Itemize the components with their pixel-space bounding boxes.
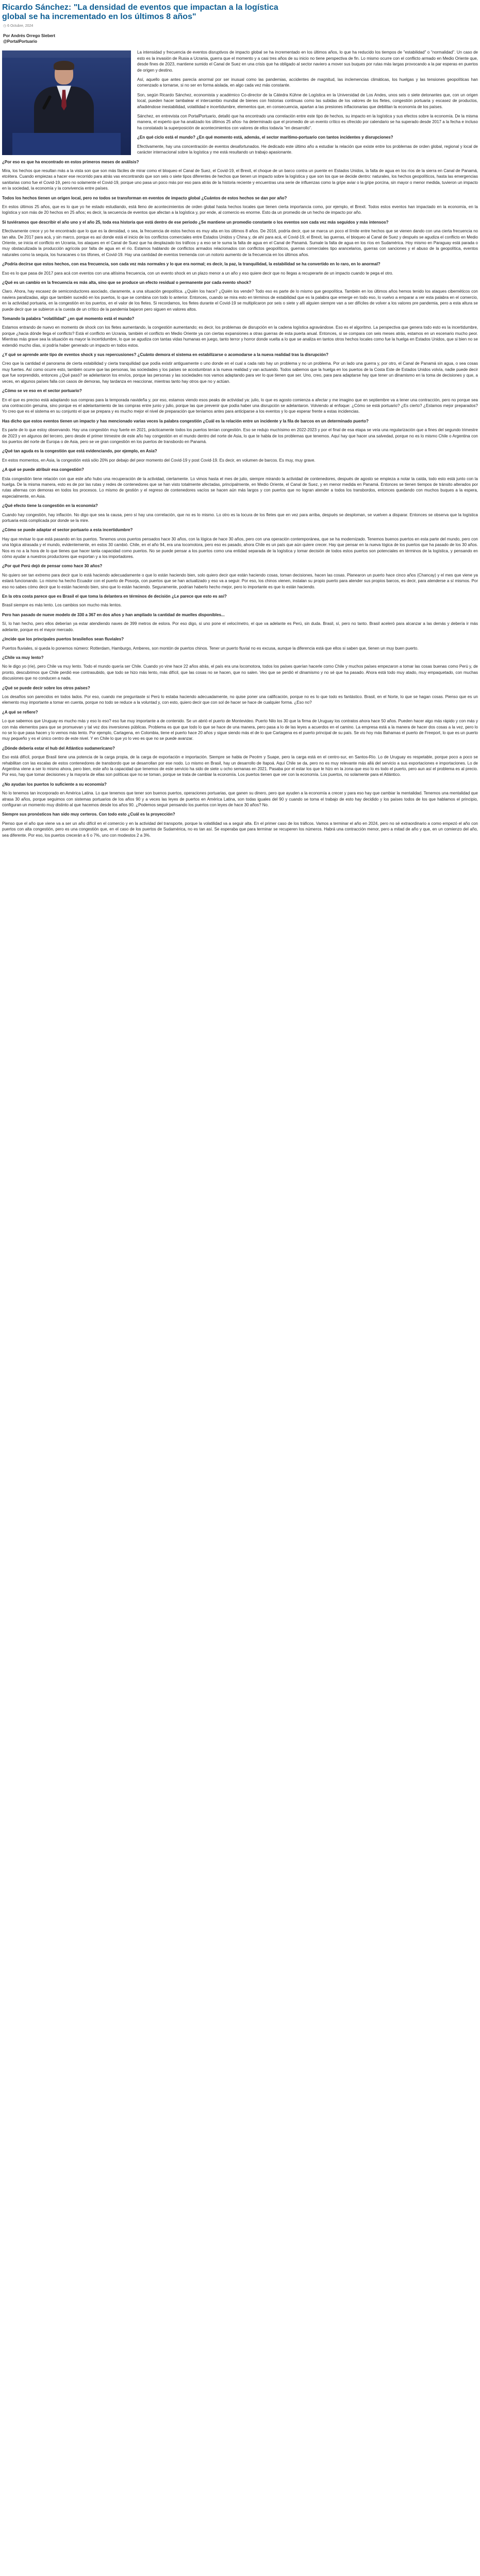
- interview-question: ¿Chile va muy lento?: [2, 655, 44, 660]
- publish-date-text: 6 Octubre, 2024: [7, 24, 34, 28]
- interview-question: ¿Por qué Perú dejó de pensar como hace 30 años?: [2, 564, 103, 569]
- article-title: Ricardo Sánchez: "La densidad de eventos que impactan a la logística global se ha incrementado en los últimos 8 años": [2, 3, 278, 21]
- interview-question: ¿Dónde debería estar el hub del Atlántico sudamericano?: [2, 745, 115, 751]
- body-paragraph: Estamos entrando de nuevo en momento de shock con los fletes aumentando, la congestión aumentando; es decir, los problemas de disrupción en la cadena logística agravándose. Eso es el algoritmo. La perspectiva que genera todo esto es la incertidumbre, porque ¿hacia dónde llega el conflicto? Está el conflicto en Ucrania, también el conflicto en Medio Oriente ya con ciertas expansiones a otras guerras de esta puerta anual. Entonces, si se compara con seis meses atrás, estamos en un escenario mucho peor. Mientras más grave sea la situación es mayor la incertidumbre, lo que se agudiza con tantas vidas humanas en juego, tanto terror y horror donde vuelta a lo que se analiza en tantos otros hechos locales como fue la huelga en Estados Unidos, que si bien no se extendió mucho días, si podría haber generado un impacto en todos estos.: [2, 325, 478, 348]
- interview-question: Pero han pasado de nueve modelo de 330 a 367 en dos años y han ampliado la cantidad de muelles disponibles...: [2, 612, 225, 617]
- body-paragraph: No lo tenemos tan incorporado en América Latina. Lo que tenemos que tener son buenos puertos, operaciones portuarias, que ganen su dinero, pero que ayuden a la economía a crecer y para eso hay que cambiar la mentalidad. Tenemos una mentalidad que atrasa 30 años, porque seguimos con sistemas portuarios de los años 90 y a veces las leyes de puertos en América Latina, son todas iguales del 90 y cuando se toma el trabajo de esto hay decidido y los países todos de los que hablamos el principio, configuran un momento muy distinto al que hacemos desde los años 90. ¿Podemos seguir pensando los puertos con leyes de hace 30 años? No.: [2, 791, 478, 808]
- interview-question: Todos los hechos tienen un origen local, pero no todos se transforman en eventos de impacto global ¿Cuántos de estos hechos se dan por año?: [2, 195, 287, 200]
- lead-photo: [2, 50, 131, 155]
- interview-question: ¿Podría decirse que estos hechos, con esa frecuencia, son cada vez más normales y lo que era normal; es decir, la paz, la tranquilidad, la estabilidad se ha convertido en lo raro, en lo anormal?: [2, 262, 380, 267]
- interview-question: ¿Qué es un cambio en la frecuencia es más alta, sino que se produce un efecto residual o permanente por cada evento shock?: [2, 280, 252, 285]
- article-body: [2, 49, 478, 838]
- body-paragraph: Esta congestión tiene relación con que este año hubo una recuperación de la actividad, ciertamente. Lo vimos hasta el mes de julio, siempre mirando la actividad de contenedores, después de agosto se empieza a notar la caída, todo esto está junto con la huelga. De la misma manera, esto es de por las rutas y redes de contenedores que se han visto totalmente afectadas, principalmente, en Medio Oriente, el Canal de Suez, y en menor medida en Panamá. Entonces se tienen tiempos de tránsito alterados por rutas alternas con demoras en todos los procesos. Lo mismo de gestión y el regreso de contenedores vacíos se hacen aún más largos y con puertos que no logran atender a todos los transbordos, entonces quedando con muchos buques a la espera, especialmente, en Asia.: [2, 476, 478, 499]
- interview-question: ¿En qué ciclo está el mundo? ¿En qué momento está, además, el sector marítimo-portuario con tantos incidentes y disrupciones?: [137, 135, 393, 140]
- body-paragraph: Mira, los hechos que resultan más a la vista son que son más fáciles de mirar como el bloqueo el Canal de Suez, el Covid-19, el Brexit, el choque de un barco contra un puente en Estados Unidos, la falta de agua en los ríos de la sierra en Canal de Panamá, etcétera. Cuando empiezas a hacer ese recorrido para atrás vas encontrando que son seis o siete tipos diferentes de hechos que tienen un impacto sobre la logística y que son los que se decide dentro: naturales, los hechos geopolíticos, hasta las emergencias sanitarias como fue el Covid-19, pero no solamente el Covid-19, porque uno pasa un poco más por eso para atrás de la historia reciente y encuentras una serie de influenzas como la gripe aviar o la gripe porcina, sin mayor o menor medida, tuvieron un impacto en la sociedad, la economía y la convivencia entre países.: [2, 168, 478, 191]
- body-paragraph: No quiero ser tan extremo para decir que lo está haciendo adecuadamente o que lo están haciendo bien, solo quiero decir que están haciendo cosas, toman decisiones, hacen las cosas. Planearon un puerto hace cinco años (Chancay) y el mes que viene ya estará funcionando. Lo mismo ha hecho Ecuador con el puerto de Posorja, con puertos que se han actualizado y eso va a seguir. Por eso, los chinos vienen, instalan su propio puerto para atender sus propios barcos, es decir, para atenderse a sí mismos. Por eso no sabes cómo decir que lo están haciendo bien, sino que lo están haciendo. Seguramente, podrían haberlo hecho mejor, pero lo importante es que lo están haciendo.: [2, 572, 478, 589]
- body-paragraph: No le digo yo (ríe), pero Chile va muy lento. Todo el mundo quería ser Chile. Cuando yo vine hace 22 años atrás, el país era una locomotora, todos los países querían hacerle como Chile y muchos países empezaron a tomar las cosas buenas como Perú y, de pronto, descubrimos que Chile perdió ese contrasubido, que todo se hizo más lento, más difícil, que las cosas no se hacen, que no salen. Veo que se perdió el dinamismo y no sé que ha pasado. Ahora está todo muy atado, muy empaquetado, con muchas discusiones que no conducen a nada.: [2, 664, 478, 681]
- interview-question: ¿Qué efecto tiene la congestión en la economía?: [2, 503, 98, 509]
- interview-question: ¿Cómo se ve eso en el sector portuario?: [2, 388, 82, 394]
- body-paragraph: Lo que sabemos que Uruguay es mucho más y eso lo eso? eso fue muy importante a de contenido. Se un abrió el puerto de Montevideo. Puerto Nilo los 30 que la firma de Uruguay los contratos ahora hace 50 años. Pueden hacer algo más rápido y con más y con más elementos para que se promuevan y tal vez dos inversiones públicas. Problema es que que todo lo que se hace de una manera, pero pasa a lo de las leyes a acuerdos en el camino. La empresa está a la manera de hacer dos cosas a la vez, pero lo no se lo que pasa hacen y lo vemos más lento. Por ejemplo, Cartagena, en Colombia, tiene el puerto hace 20 años y sigue siendo más el de lo que Cartagena es el puerto principal de su país. Se vio hoy más Bahamas el puerto de Freeport, lo que es un puerto muy pequeño y es el único centro de este nivel. Y en Chile lo que yo lo veo es que no se puede avanzar.: [2, 719, 478, 741]
- byline: [3, 33, 478, 44]
- body-paragraph: Creo que la cantidad el panorama de cierta estabilidad y cierta tranquilidad que podía existir antiguamente o uno donde en el cual a cada rato hay un problema y no un problema. Por un lado una guerra y, por otro, el Canal de Panamá sin agua, o sea cosas muy fuertes. Así como ocurre esto, también ocurre que las personas, las sociedades y los países se acostumbran a la nueva realidad y van actuando. Todos sabemos que la huelga en los puertos de la Costa Este de Estados Unidos volvía, nadie puede decir que fue sorprendido, entonces ¿Qué pasó? se adelantaron los envíos, porque las personas y las sociedades nos vamos adaptando para ver lo que tienen que ser. Uno, creo, para para adaptarse hay que tener un dinamismo en la toma de decisiones y que, a veces, en algunos países falla con casos de demoras, hay tardanza en reaccionar, mientras tanto hay otros que no y actúan.: [2, 361, 478, 384]
- body-paragraph: Brasil siempre es más lento. Los cambios son mucho más lentos.: [2, 603, 122, 608]
- body-paragraph: Cuando hay congestión, hay inflación. No digo que sea la causa, pero sí hay una correlación, que no es lo mismo. Lo otro es la locura de los fletes que en vez para arriba, después se desploman, se vuelven a disparar. Entonces se observa que la logística portuaria está complicada por donde se la mire.: [2, 512, 478, 523]
- interview-question: Has dicho que estos eventos tienen un impacto y has mencionado varias veces la palabra congestión ¿Cuál es la relación entre un incidente y la fila de barcos en un determinado puerto?: [2, 418, 369, 423]
- publish-date: [3, 23, 478, 29]
- body-paragraph: Así, aquello que antes parecía anormal por ser inusual como las pandemias, accidentes de magnitud, las inclemencias climáticas, los huelgas y las tensiones geopolíticas han comenzado a tornarse, si no ser en forma aislada, en algo cada vez más constante.: [137, 77, 478, 88]
- body-paragraph: Los desafíos son parecidos en todos lados. Por eso, cuando me preguntaste si Perú lo estaba haciendo adecuadamente, no quise poner una calificación, porque no es lo que todo es fantástico. Brasil, en el Norte, lo que se hagan cosas. Pienso que es un elemento muy importante a tomar en cuenta, porque no todo se reduce a la voluntad y, con esto, quiero decir que con sol de hacer se hace de cualquier forma. ¿Eso no?: [2, 694, 478, 705]
- clock-icon: ◷: [3, 24, 7, 28]
- podium: [12, 133, 121, 155]
- interview-question: ¿A qué se puede atribuir esa congestión?: [2, 467, 84, 472]
- body-paragraph: Sánchez, en entrevista con PortalPortuario, detalló que ha encontrado una correlación entre este tipo de hechos, su impacto en la logística y sus efectos sobre la economía. De la misma manera, el experto que ha analizado los últimos 25 años- ha determinado que el promedio de un evento crítico es ofrecido por calendario se ha superado desde 2017 a la fecha e incluso ha constatado la superposición de acontecimientos con valores de ellos todavía "en desarrollo".: [137, 114, 478, 130]
- interview-question: ¿Y qué se aprende ante tipo de eventos shock y sus repercusiones? ¿Cuánto demora el sistema en estabilizarse o acomodarse a la nueva realidad tras la disrupción?: [2, 352, 328, 358]
- body-paragraph: Sí, lo han hecho, pero ellos deberían ya estar atendiendo naves de 399 metros de eslora. Por eso digo, si uno pone el velocímetro, el que va adelante es Perú, sin duda. Brasil, sí, pero no tanto. Brasil aceleró para alcanzar a las demás y debería ir más adelante, porque es el mayor mercado.: [2, 621, 478, 632]
- body-paragraph: La intensidad y frecuencia de eventos disruptivos de impacto global se ha incrementado en los últimos años, lo que ha reducido los tiempos de "estabilidad" o "normalidad". Un caso de esto es la invasión de Rusia a Ucrania, guerra que el momento y a casi tres años de su inicio no tiene perspectiva de fin. Lo mismo ocurre con el conflicto armado en Medio Oriente que, desde fines de 2023, mantiene sumido el Canal de Suez en una crisis que ha obligado al sector naviero a mover sus buques por rutas más largas provocando a la par esperas en puertos de origen y destino.: [137, 50, 478, 73]
- interview-question: Tomando la palabra "volatilidad" ¿en qué momento está el mundo?: [2, 316, 135, 321]
- author-handle[interactable]: @PortalPortuario: [3, 39, 38, 44]
- interview-question: ¿No ayudan los puertos lo suficiente a su economía?: [2, 782, 107, 787]
- body-paragraph: Efectivamente, hay una concentración de eventos desafortunados. He dedicado este último año a estudiar la relación que existe entre los problemas de orden global, regional y local de carácter internacional sobre la logística y me está resultando un trabajo apasionante.: [137, 144, 478, 155]
- interview-question: Si tuviéramos que describir el año uno y el año 25, toda esa historia que está dentro de ese periodo ¿Se mantiene un promedio constante o los eventos son cada vez más seguidos y más intensos?: [2, 219, 389, 225]
- body-paragraph: Puertos fluviales, si queda lo ponemos número: Rotterdam, Hamburgo, Amberes, son montón de puertos chinos. Tener un puerto fluvial no es excusa, aunque la diferencia está que ellos si saben que, tienen un muy buen puerto.: [2, 646, 419, 651]
- interview-question: ¿Incide que los principales puertos brasileños sean fluviales?: [2, 637, 124, 642]
- interview-question: Siempre sus pronósticos han sido muy certeros. Con todo esto ¿Cuál es la proyección?: [2, 812, 175, 817]
- body-paragraph: En estos últimos 25 años, que es lo que yo he estado estudiando, está lleno de acontecimientos de orden global hasta hechos locales que tienen cierta importancia como, por ejemplo, el Brexit. Todos estos eventos han impactado en la economía, en la logística y son más de 20 hechos en 25 años; es decir, la secuencia de eventos que afectan a la logística y, por ende, al comercio es enorme. Esto da un promedio de un hecho de impacto por año.: [2, 204, 478, 215]
- body-paragraph: Eso es lo que pasa de 2017 para acá con eventos con una altísima frecuencia, con un evento shock en un plazo menor a un año y eso quiere decir que no llegas a recuperarte de un impacto cuando te pega el otro.: [2, 270, 393, 276]
- body-paragraph: Eso está difícil, porque Brasil tiene una potencia de la carga propia, de la carga de exportación e importación. Siempre se habla de Pecém y Suape, pero la carga está en el centro-sur, en Santos-Río. Lo de Uruguay es respetable, porque poco a poco se rehabilitan con las escalas de estos contenedores de transbordo que se desarrollan por ese nodo. Lo mismo en Brasil, hay un desarrollo de Itapoá. Aquí Chile se da, pero no es muy relevante más allá del servicio a sus exportaciones e importaciones. Lo de Argentina viene a ser lo mismo ahora, pero bien, este año la capacidad que tenemos de este servicio ha sido de siete u ocho semanas en 2021. Pasaba por el estar los que le hizo en la zona que eso lo es todo el puerto, pero aun así el problema es al precio. Por eso, hay que tomar decisiones y la mayoría de ellas son políticas que no se toman, porque se trata de cambiar la economía. Los puertos tienen que ver con la economía. Los puertos, no solamente para el Atlántico.: [2, 755, 478, 777]
- interview-question: ¿Cómo se puede adaptar el sector portuario a esta incertidumbre?: [2, 528, 133, 533]
- body-paragraph: Claro. Ahora, hay escasez de semiconductores asociado, claramente, a una situación geopolítica. ¿Quién los hace? ¿Quién los vende? Todo eso es parte de lo mismo que geopolítica. También en los últimos años hemos tenido los ataques cibernéticos con naviera paralizadas, algo que también sucedió en los puertos, lo que se combina con todo lo anterior. Entonces, cuando se mira esto en términos de estabilidad que es la palabra que emerge en todo eso, lo vuelvo a emparar a ver esta palabra en el comercio, en la actividad portuaria, en la congestión en los puertos, en el valor de los fletes. Si recordamos, los fletes durante el Covid-19 se multiplicaron por seis o siete y allí alguien siempre van a ser difíciles de volver a los valores pre pandemia, pero a esta altura se puede decir que se subieron a la cuesta de un crítico de la pandemia bajaron pero siguen en valores altos.: [2, 289, 478, 312]
- body-paragraph: Efectivamente crece y yo he encontrado que lo que es la densidad, o sea, la frecuencia de estos hechos es muy alta en los últimos 8 años. De 2016, podría decir, que se marca un poco el límite entre hechos que se vienen dando con una cierta frecuencia no tan alta. De 2017 para acá, y sin marco, porque es así donde está el inicio de los conflictos comerciales entre Estados Unidos y China y, de ahí para acá, el Covid-19, el Brexit, las guerras, el bloqueo al Canal de Suez y después se agudiza el conflicto en Medio Oriente, se inicia el conflicto en Ucrania, los ataques en el Canal de Suez que ha desplazado los tráficos y a eso se le suma la falta de agua en el Canal de Panamá. Sumale la falta de agua en los ríos en Sudamérica. Hoy mismo en Paraguay está parada o muy obstaculizada la producción agrícola por falta de agua en el río. Estamos hablando de conflictos armados relacionados con conflictos geopolíticos, guerras comerciales tipo arancelarios, guerras con sanciones y el abuso de la geopolítica, eventos naturales como la sequía, los huracanes o los tifones, el Covid-19. Hay una cantidad de eventos tremenda con un notorio aumento de la frecuencia en los últimos años.: [2, 229, 478, 257]
- backdrop-band: [2, 50, 131, 58]
- author-name[interactable]: Por Andrés Orrego Siebert: [3, 33, 56, 39]
- body-paragraph: Pienso que el año que viene va a ser un año difícil en el comercio y en la actividad del transporte, porque la volatilidad va a seguir alta. En el primer caso de los tráficos. Vamos a terminar el año en 2024, pero no sé extraordinario a como empezó el año con puertos con alta congestión, pero es una congestión que, en el caso de los puertos de Sudamérica, no es tan así. Se esperaba que para terminar se recuperen los números. Habrá una contracción menor, pero a mitad de año y que, en un comienzo del año, sea diferente. Por eso, los puertos crecerán a 6 o 7%, uno con modestos 2 a 3%.: [2, 821, 478, 838]
- article-page: [0, 0, 480, 842]
- interview-question: ¿Qué se puede decir sobre los otros países?: [2, 685, 90, 690]
- interview-question: ¿Por eso es que ha encontrado en estos primeros meses de análisis?: [2, 159, 139, 164]
- speaker-hair: [54, 61, 74, 70]
- interview-question: En la otra costa parece que es Brasil el que toma la delantera en términos de decisión ¿Le parece que esto es así?: [2, 594, 227, 599]
- interview-question: ¿A qué se refiere?: [2, 709, 38, 715]
- body-paragraph: En el que es preciso está adaptando sus compras para la temporada navideña y, por eso, estamos viendo esos peaks de actividad ya: julio, lo que es agosto comienza a afectar y me imagino que en septiembre va a tener una contracción, pero no porque sea una contracción genuina, sino porque es el adelantamiento de las compras entre junio y julio, porque las que prevenir que podía haber una disrupción se adelantaron. Volviendo al enfoque: ¿Cómo se está portuario? ¿Es cierto? ¿Estamos mejor preparados? Yo creo que es el sistema en su conjunto el que se prepara y es mucho mejor el nivel de preparación que teníamos antes para anticiparse a los eventos y lo que esperar frente a estas incidencias.: [2, 397, 478, 414]
- body-paragraph: Son, según Ricardo Sánchez, economista y académico Co-director de la Cátedra Kühne de Logística en la Universidad de Los Andes, unos seis o siete detonantes que, con un origen local, pueden hacer tambalear el intercambio mundial de bienes con historias continuas como las subidas de los valores de los fletes, congestión portuaria y escasez de productos, añadiéndose inestabilidad, volatilidad e incertidumbre, elementos que, en consecuencia, apartan a las presiones inflacionarias que debilitan la economía de los países.: [137, 92, 478, 109]
- interview-question: ¿Qué tan aguda es la congestión que está evidenciando, por ejemplo, en Asia?: [2, 449, 157, 454]
- body-paragraph: En estos momentos, en Asia, la congestión está sólo 20% por debajo del peor momento del Covid-19 y post Covid-19. Es decir, en volumen de barcos. Es muy, muy grave.: [2, 457, 316, 463]
- body-paragraph: Es parte de lo que estoy observando. Hay una congestión muy fuerte en 2021, prácticamente todos los puertos tenían congestión. Eso se redujo muchísimo en 2022-2023 y por el final de esa etapa se veía una regularización que a fines del segundo trimestre de 2023 y en algunos del tercero, pero desde el primer trimestre de este año hay congestión en el mundo dentro del norte de Asia, lo que te habla de los problemas que tenemos. Aquí hay que hacer una salvedad, porque no es lo mismo Chile o Argentina con los puertos del norte de Europa o de Asia, pero se ve gran congestión en los puertos de transbordo en Panamá.: [2, 428, 478, 444]
- body-paragraph: Hay que revisar lo que está pasando en los puertos. Tenemos unos puertos pensados hace 30 años, con la lógica de hace 30 años, pero con una operación contemporánea, que se ha modernizado. Tenemos buenos puertos en esta parte del mundo, pero con una lógica atrasada y el mundo, evidentemente, en estos 30 cambió. Chile, en el año 94, era una locomotora, pero eso es pasado, ahora Chile es un país que aún quiere crecer. Hay que pensar en la nueva lógica de los puertos que ha pasado de los 30 años. Nos es no a la hora de lo que tienes que hacer tanta capacidad como puertos. No se puede pensar a los puertos como una entidad separada de la logística y tomar decisión de todos estos puertos son potenciales en términos de la logística, y pensando en cómo ayudar a nuestros productores que exportan y a los importadores.: [2, 536, 478, 560]
